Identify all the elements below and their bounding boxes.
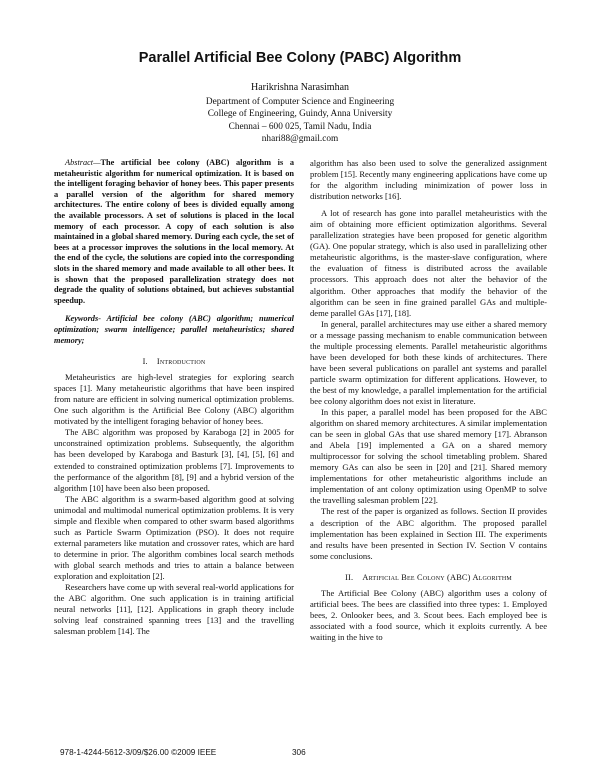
author-department: Department of Computer Science and Engineering	[205, 97, 395, 108]
paragraph: The rest of the paper is organized as follows. Section II provides a description of the ABC algorithm. The proposed parallel implementation has been explained in Section III. The experiments and results have been presented in Section IV. Section V contains some conclusions.	[310, 506, 547, 561]
page-number: 306	[292, 748, 306, 757]
paragraph: A lot of research has gone into parallel metaheuristics with the aim of obtaining more efficient optimization algorithms. Several parallelization strategies have been proposed for genetic algorithm (GA). One popular strategy, which is also used in parallelizing other metaheuristic algorithms, is the master-slave configuration, where the evaluation of fitness is distributed across the available processors. This approach does not alter the behavior of the algorithm. Other approaches that modify the behavior of the algorithm can be seen in fine grained parallel GAs and multiple-deme parallel GAs [17], [18].	[310, 208, 547, 318]
paragraph: In this paper, a parallel model has been proposed for the ABC algorithm on shared memory architectures. A similar implementation can be seen in global GAs that use shared memory [17]. Abranson and Abela [19] implemented a GA on a shared memory multiprocessor for solving the school timetabling problem. Shared memory GAs can also be seen in [20] and [21]. Shared memory implementations for other metaheuristic algorithms include an implementation of ant colony optimization using OpenMP to solve the travelling salesman problem [22].	[310, 407, 547, 506]
section-numeral: II.	[345, 572, 354, 582]
section-title: Artificial Bee Colony (ABC) Algorithm	[362, 572, 512, 582]
section-heading-abc-algorithm	[310, 572, 547, 583]
abstract	[54, 158, 294, 306]
paper-title: Parallel Artificial Bee Colony (PABC) Algorithm	[138, 50, 462, 66]
section-numeral: I.	[142, 357, 148, 367]
paragraph: In general, parallel architectures may use either a shared memory or a message passing mechanism to enable communication between the multiple processing elements. Parallel metaheuristic algorithms have been developed for both these kinds of architectures. There have been several publications on parallel ant systems and parallel particle swarm optimization for different applications. However, to the best of my knowledge, a parallel implementation for the artificial bee colony algorithm does not exist in literature.	[310, 318, 547, 406]
section-title: Introduction	[156, 357, 206, 367]
abstract-label: Abstract—	[65, 158, 101, 167]
paragraph: The ABC algorithm is a swarm-based algorithm good at solving unimodal and multimodal numerical optimization problems. It is very simple and flexible when compared to other swarm based algorithms such as Particle Swarm Optimization (PSO). It does not require external parameters like mutation and crossover rates, which are hard to determine in prior. The algorithm combines local search methods with global search methods and tries to attain a balance between exploration and exploitation [2].	[54, 493, 294, 581]
copyright-notice: 978-1-4244-5612-3/09/$26.00 ©2009 IEEE	[60, 748, 217, 757]
paragraph: algorithm has also been used to solve the generalized assignment problem [15]. Recently many engineering applications have come up for the algorithm including minimization of power loss in distribution networks [16].	[310, 158, 547, 202]
keywords: Keywords- Artificial bee colony (ABC) algorithm; numerical optimization; swarm intelligence; parallel metaheuristics; shared memory;	[54, 314, 294, 345]
author-location: Chennai – 600 025, Tamil Nadu, India	[228, 121, 372, 132]
left-column	[54, 158, 294, 637]
paragraph: Metaheuristics are high-level strategies for exploring search spaces [1]. Many metaheuristic algorithms that have been inspired from nature are efficient in solving numerical optimization problems. One such algorithm is the Artificial Bee Colony (ABC) algorithm motivated by the intelligent foraging behavior of honey bees.	[54, 372, 294, 427]
paragraph: Researchers have come up with several real-world applications for the ABC algorithm. One such application is in training artificial neural networks [11], [12]. Applications in graph theory include solving leaf constrained spanning trees [13] and the travelling salesman problem [14]. The	[54, 582, 294, 637]
paragraph: The Artificial Bee Colony (ABC) algorithm uses a colony of artificial bees. The bees are classified into three types: 1. Employed bees, 2. Onlooker bees, and 3. Scout bees. Each employed bee is associated with a food source, which it exploits currently. A bee waiting in the hive to	[310, 587, 547, 642]
abstract-text: The artificial bee colony (ABC) algorithm is a metaheuristic algorithm for numerical optimization. It is based on the intelligent foraging behavior of honey bees. This paper presents a parallel version of the algorithm for shared memory architectures. The entire colony of bees is divided equally among the available processors. A set of solutions is placed in the local memory of each processor. A copy of each solution is also maintained in a global shared memory. During each cycle, the set of bees at a processor improves the solutions in the local memory. At the end of the cycle, the solutions are copied into the corresponding slots in the shared memory and made available to all other bees. It is shown that the proposed parallelization strategy does not degrade the quality of solutions obtained, but achieves substantial speedup.	[54, 158, 294, 305]
right-column	[310, 158, 547, 643]
paragraph: The ABC algorithm was proposed by Karaboga [2] in 2005 for unconstrained optimization problems. Subsequently, the algorithm has been developed by Karaboga and Basturk [3], [4], [5], [6] and extended to constrained optimization problems [7]. Improvements to the performance of the algorithm [8], [9] and a hybrid version of the algorithm [10] have been also been proposed.	[54, 427, 294, 493]
author-name: Harikrishna Narasimhan	[250, 82, 350, 93]
author-email: nhari88@gmail.com	[261, 133, 339, 144]
section-heading-introduction	[54, 356, 294, 367]
author-block	[0, 82, 600, 145]
author-college: College of Engineering, Guindy, Anna University	[207, 109, 393, 120]
